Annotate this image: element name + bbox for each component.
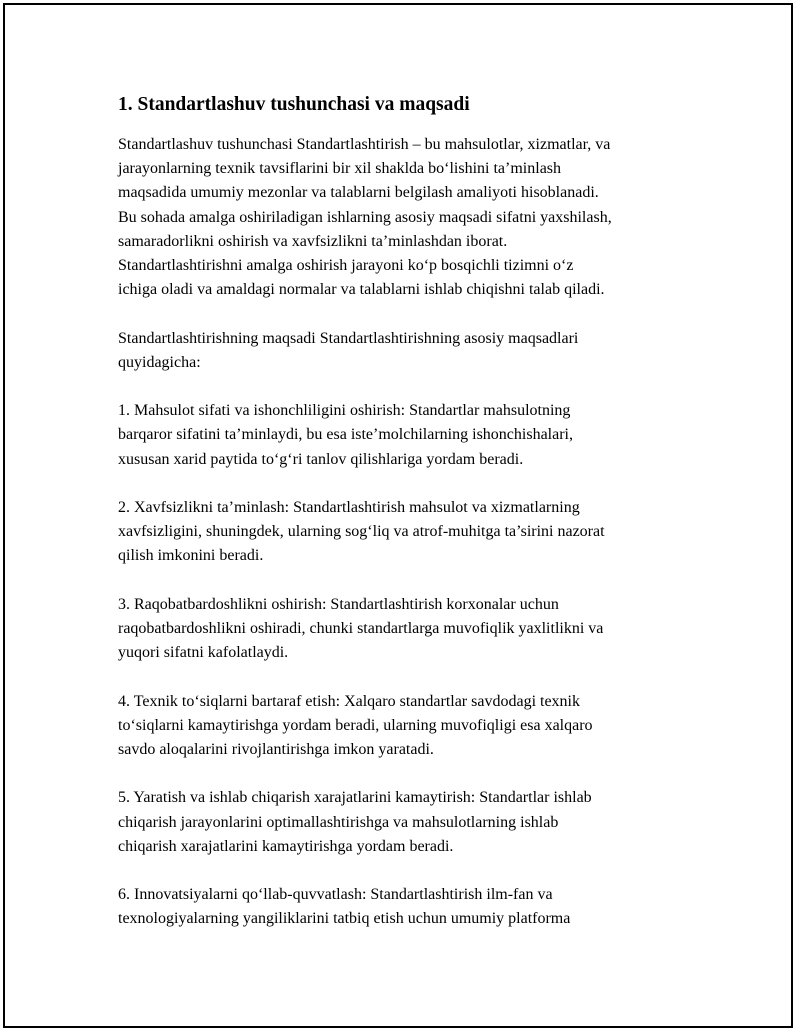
paragraph-intro <box>118 133 698 302</box>
section-title: 1. Standartlashuv tushunchasi va maqsadi <box>118 94 470 115</box>
text-line: Standartlashtirishni amalga oshirish jarayoni ko‘p bosqichli tizimni o‘z <box>118 257 574 275</box>
text-line: yuqori sifatni kafolatlaydi. <box>118 644 289 662</box>
text-line: raqobatbardoshlikni oshiradi, chunki standartlarga muvofiqlik yaxlitlikni va <box>118 620 604 637</box>
text-line: barqaror sifatini ta’minlaydi, bu esa iste’molchilarning ishonchishalari, <box>118 426 573 444</box>
text-line: qilish imkonini beradi. <box>118 547 264 565</box>
text-line: savdo aloqalarini rivojlantirishga imkon yaratadi. <box>118 741 434 758</box>
text-line: to‘siqlarni kamaytirishga yordam beradi, ularning muvofiqligi esa xalqaro <box>118 716 593 734</box>
text-line: Standartlashtirishning maqsadi Standartlashtirishning asosiy maqsadlari <box>118 329 579 347</box>
text-line: 4. Texnik to‘siqlarni bartaraf etish: Xalqaro standartlar savdodagi texnik <box>118 692 580 710</box>
list-item-1 <box>118 399 698 472</box>
paragraph-purpose <box>118 327 698 375</box>
text-line: chiqarish jarayonlarini optimallashtirishga va mahsulotlarning ishlab <box>118 813 559 831</box>
text-line: 3. Raqobatbardoshlikni oshirish: Standartlashtirish korxonalar uchun <box>118 595 559 613</box>
text-line: maqsadida umumiy mezonlar va talablarni belgilash amaliyoti hisoblanadi. <box>118 184 599 202</box>
text-line: samaradorlikni oshirish va xavfsizlikni ta’minlashdan iborat. <box>118 232 508 250</box>
text-line: 2. Xavfsizlikni ta’minlash: Standartlashtirish mahsulot va xizmatlarning <box>118 499 580 516</box>
text-line: xavfsizligini, shuningdek, ularning sog‘liq va atrof-muhitga ta’sirini nazorat <box>118 523 605 541</box>
text-line: 1. Mahsulot sifati va ishonchliligini oshirish: Standartlar mahsulotning <box>118 402 571 420</box>
text-line: Standartlashuv tushunchasi Standartlashtirish – bu mahsulotlar, xizmatlar, va <box>118 136 611 153</box>
list-item-6 <box>118 883 698 931</box>
list-item-5 <box>118 786 698 859</box>
text-line: jarayonlarning texnik tavsiflarini bir xil shaklda bo‘lishini ta’minlash <box>118 160 562 178</box>
list-item-2 <box>118 496 698 569</box>
text-line: 6. Innovatsiyalarni qo‘llab-quvvatlash: Standartlashtirish ilm-fan va <box>118 886 553 904</box>
text-line: quyidagicha: <box>118 353 201 371</box>
text-line: 5. Yaratish va ishlab chiqarish xarajatlarini kamaytirish: Standartlar ishlab <box>118 789 592 807</box>
document-body <box>118 93 698 932</box>
list-item-4 <box>118 690 698 763</box>
text-line: ichiga oladi va amaldagi normalar va talablarni ishlab chiqishni talab qiladi. <box>118 281 605 299</box>
text-line: chiqarish xarajatlarini kamaytirishga yordam beradi. <box>118 837 454 855</box>
list-item-3 <box>118 593 698 666</box>
text-line: xususan xarid paytida to‘g‘ri tanlov qilishlariga yordam beradi. <box>118 450 524 468</box>
text-line: texnologiyalarning yangiliklarini tatbiq etish uchun umumiy platforma <box>118 910 571 928</box>
text-line: Bu sohada amalga oshiriladigan ishlarning asosiy maqsadi sifatni yaxshilash, <box>118 208 612 226</box>
